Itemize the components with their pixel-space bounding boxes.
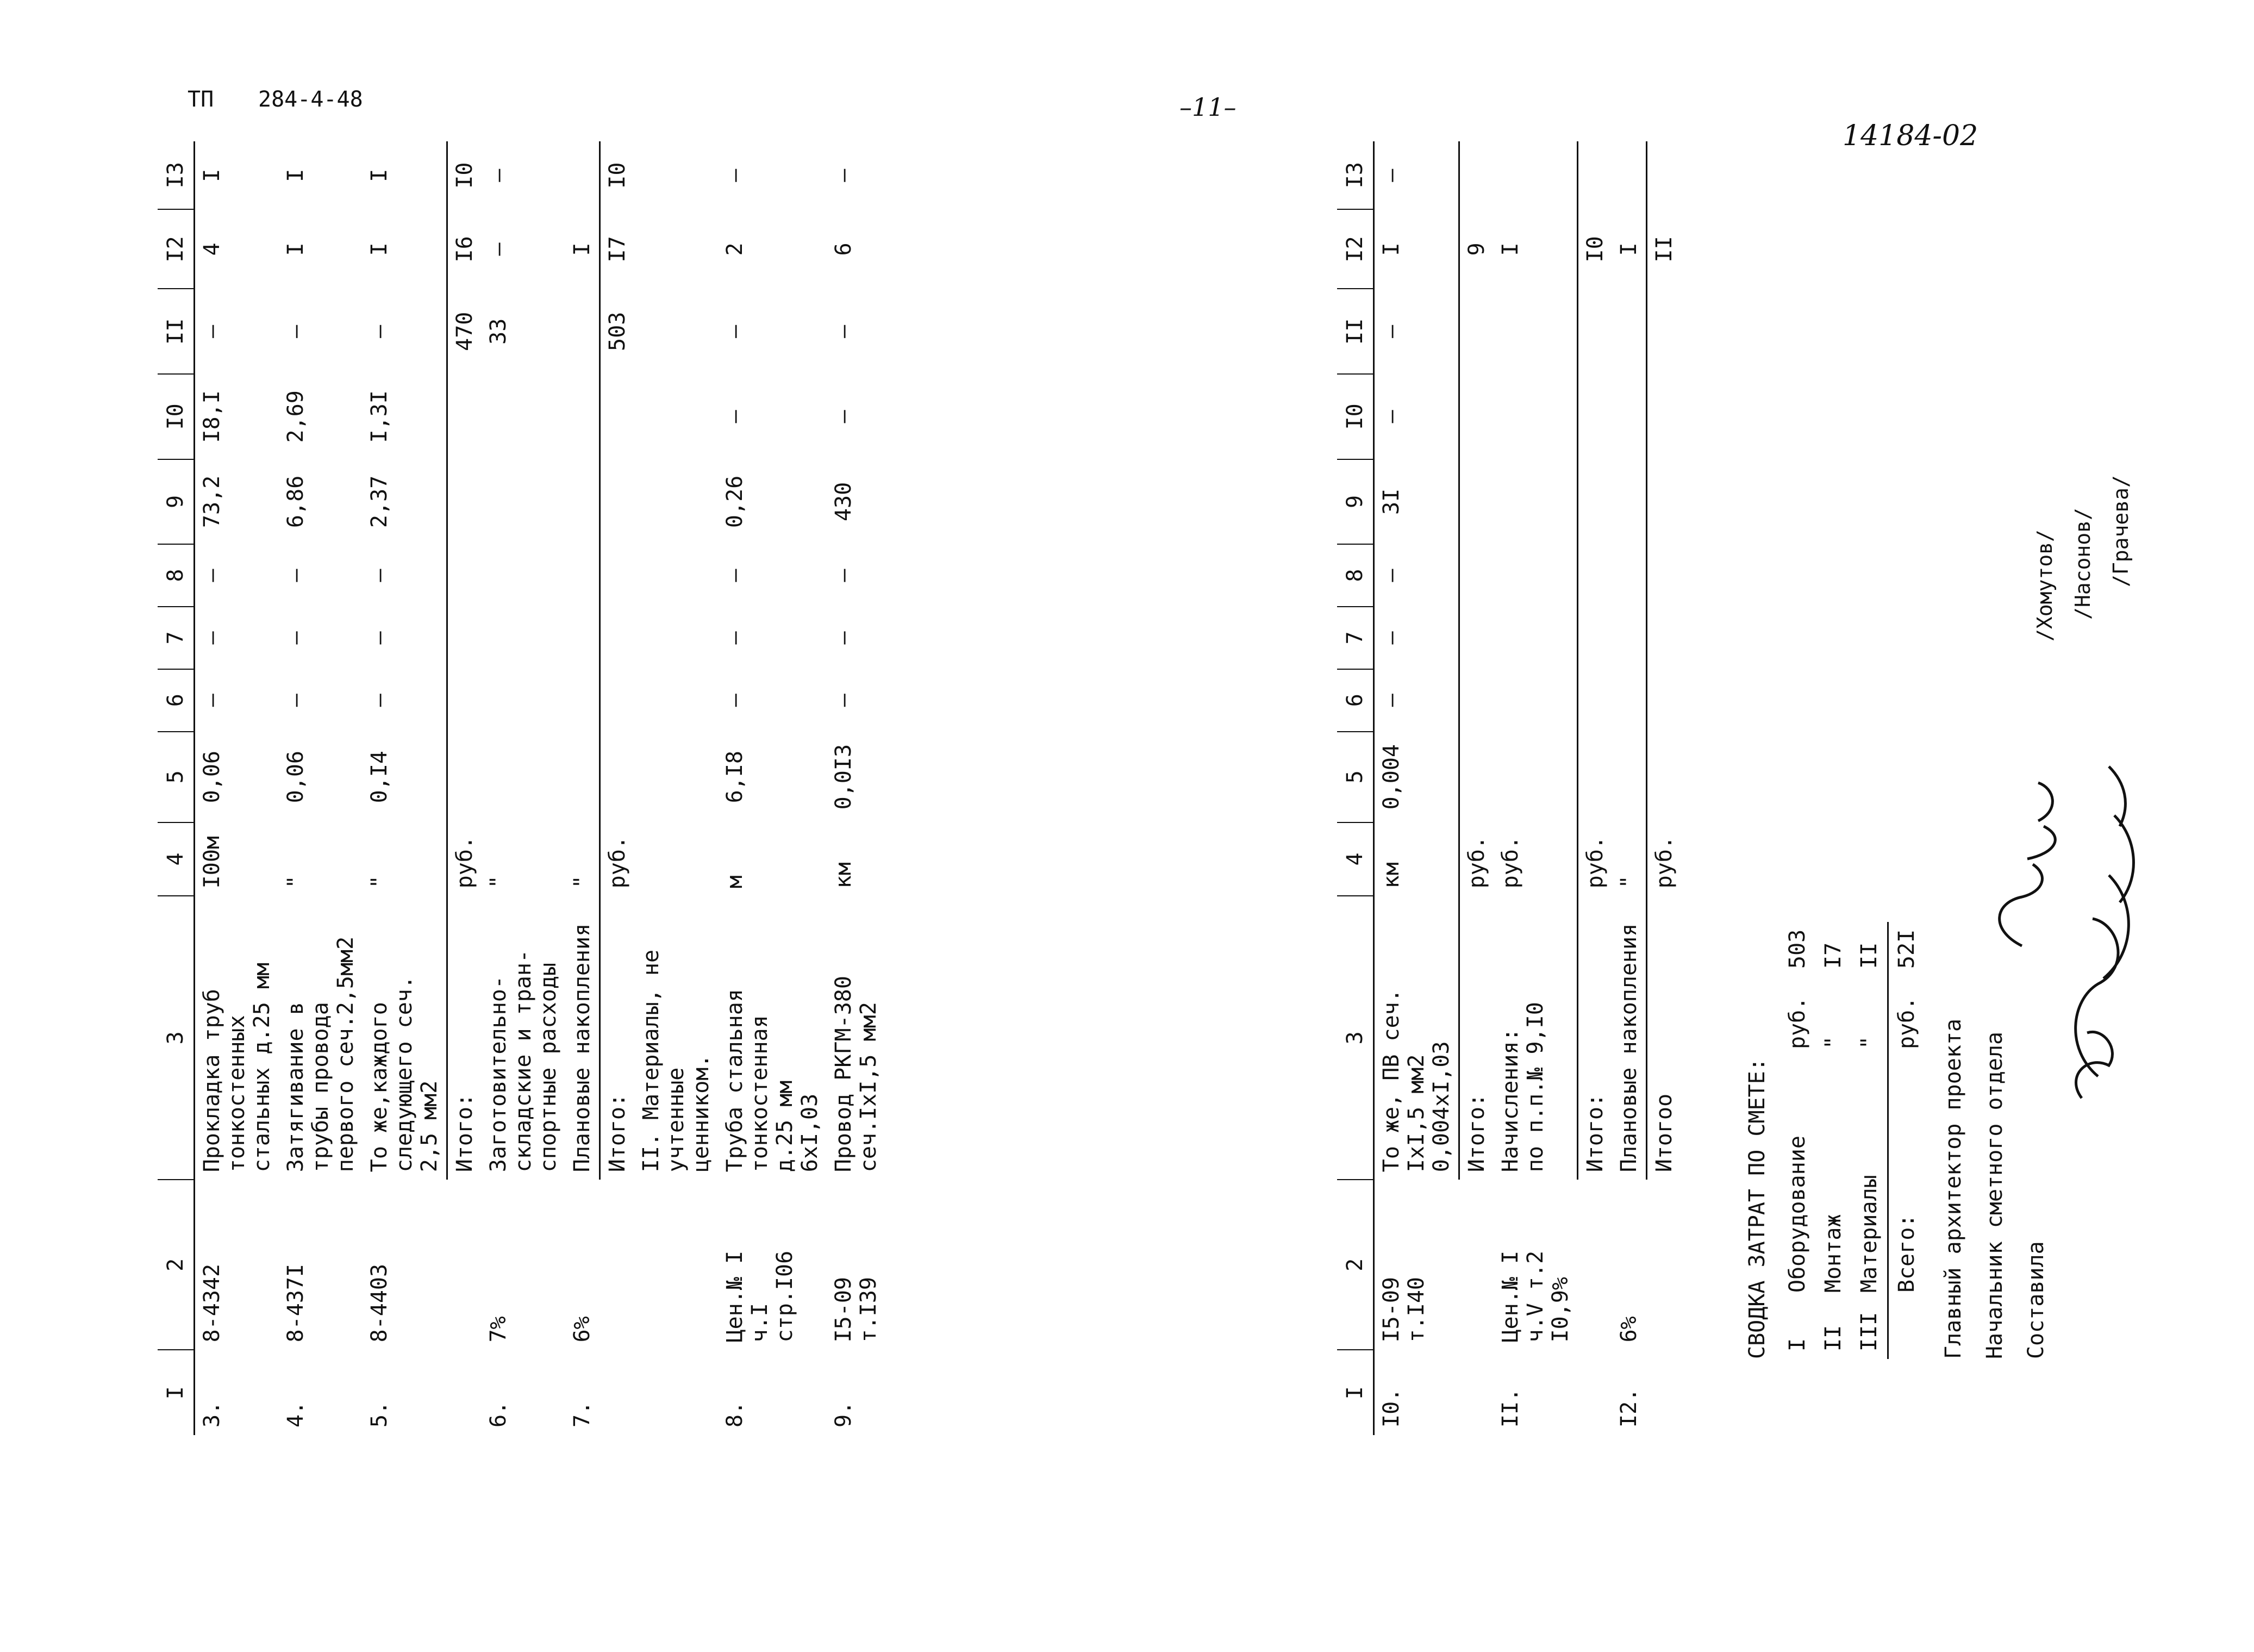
table-cell: 9. [831, 1401, 856, 1427]
table-cell [634, 459, 718, 545]
table-cell [447, 732, 482, 822]
table-cell [447, 607, 482, 669]
table-cell [1577, 669, 1612, 732]
table-cell [1646, 289, 1681, 374]
table-cell [482, 669, 565, 732]
table-cell [482, 732, 565, 822]
table-row [482, 141, 565, 1435]
table-cell [1646, 732, 1681, 822]
table-cell [447, 459, 482, 545]
table-cell [1612, 732, 1647, 822]
table-cell: – [486, 242, 511, 256]
table-cell [1577, 1350, 1612, 1435]
table-cell: – [199, 631, 224, 645]
table-row [195, 141, 279, 1435]
table-cell: 73,2 [199, 475, 224, 528]
table-cell: 0,0I3 [831, 744, 856, 810]
table-cell [1494, 544, 1577, 607]
table-cell: – [1379, 410, 1404, 423]
table-cell [565, 374, 600, 459]
column-header: 8 [1337, 544, 1374, 607]
column-header: 9 [1337, 459, 1374, 545]
table-cell: 4. [283, 1401, 308, 1427]
table-cell [1459, 459, 1494, 545]
signature-name: /Грачева/ [2109, 475, 2133, 587]
table-cell: II. [1498, 1388, 1523, 1427]
column-header: 4 [158, 822, 195, 896]
summary-row [1851, 922, 1888, 1359]
table-cell [1459, 732, 1494, 822]
table-cell: руб. [1646, 822, 1681, 896]
column-header: II [1337, 289, 1374, 374]
table-cell [482, 374, 565, 459]
summary-num: III [1857, 1312, 1882, 1351]
summary-label: Материалы [1857, 1175, 1882, 1293]
table-cell [634, 1180, 718, 1350]
table-cell: – [199, 569, 224, 582]
table-cell [600, 607, 635, 669]
table-cell [565, 607, 600, 669]
table-cell: Итогоо [1646, 896, 1681, 1180]
table-cell [1494, 289, 1577, 374]
table-row [363, 141, 447, 1435]
column-header: I2 [1337, 209, 1374, 289]
table-header-row [158, 141, 195, 1435]
table-cell: 6,86 [283, 475, 308, 528]
table-cell: – [722, 410, 747, 423]
table-cell: 6% [1616, 1316, 1641, 1343]
table-cell: 6 [831, 242, 856, 256]
table-cell [447, 544, 482, 607]
table-cell [634, 544, 718, 607]
signature-name: /Хомутов/ [2033, 529, 2057, 641]
column-header: 9 [158, 459, 195, 545]
table-cell: 503 [600, 289, 635, 374]
table-cell [565, 289, 600, 374]
table-cell: I [1616, 242, 1641, 256]
table-cell: руб. [1459, 822, 1494, 896]
summary-value: II [1857, 942, 1882, 969]
table-cell: Итого: [1577, 896, 1612, 1180]
signature-role: Начальник сметного отдела [1982, 1031, 2007, 1359]
table-cell: – [722, 169, 747, 182]
table-cell [634, 669, 718, 732]
table-row [600, 141, 635, 1435]
table-row [279, 141, 363, 1435]
table-cell: 8. [722, 1401, 747, 1427]
table-cell [565, 732, 600, 822]
table-cell: – [831, 694, 856, 707]
table-row [1459, 141, 1494, 1435]
table-cell: м [722, 875, 747, 889]
table-cell: – [1379, 569, 1404, 582]
table-cell: То же, ПВ сеч. IхI,5 мм2 0,004хI,03 [1379, 989, 1454, 1173]
table-row [1374, 141, 1459, 1435]
table-cell: " [283, 875, 308, 889]
table-cell [1577, 607, 1612, 669]
table-cell: 6. [486, 1401, 511, 1427]
left-estimate-table [158, 141, 885, 1435]
signature-role: Главный архитектор проекта [1941, 1018, 1966, 1359]
table-row [1494, 141, 1577, 1435]
table-cell: I [283, 169, 308, 182]
table-cell [1459, 669, 1494, 732]
table-cell: I00м [199, 836, 224, 889]
table-cell [600, 459, 635, 545]
table-cell [1577, 459, 1612, 545]
table-cell: – [283, 694, 308, 707]
table-cell [600, 374, 635, 459]
table-cell: Цен.№ I ч.I стр.I06 [722, 1250, 797, 1343]
table-cell: II. Материалы, не учтенные ценником. [639, 949, 714, 1173]
table-cell: – [722, 325, 747, 338]
table-cell [1494, 374, 1577, 459]
table-cell: I5-09 т.I40 [1379, 1277, 1429, 1343]
table-cell [1494, 732, 1577, 822]
table-cell [482, 544, 565, 607]
table-cell [634, 1350, 718, 1435]
table-cell: 9 [1459, 209, 1494, 289]
table-cell: руб. [447, 822, 482, 896]
table-cell [1646, 141, 1681, 209]
table-cell [1646, 544, 1681, 607]
table-cell [634, 209, 718, 289]
table-cell [600, 732, 635, 822]
table-cell [482, 459, 565, 545]
table-cell [1459, 374, 1494, 459]
column-header: 7 [1337, 607, 1374, 669]
document-stamp: 14184-02 [1843, 120, 1978, 152]
table-cell: I [199, 169, 224, 182]
summary-total-label: Всего: [1888, 1057, 1925, 1300]
table-cell: Прокладка труб тонкостенных стальных д.25 мм [199, 962, 274, 1173]
table-cell [600, 1350, 635, 1435]
table-cell: – [199, 325, 224, 338]
table-cell: – [722, 631, 747, 645]
summary-value: I7 [1821, 942, 1846, 969]
summary-label: Оборудование [1785, 1136, 1810, 1293]
table-cell [634, 822, 718, 896]
table-row [447, 141, 482, 1435]
summary-total-unit: руб. [1888, 976, 1925, 1057]
column-header: 4 [1337, 822, 1374, 896]
table-cell: 430 [831, 482, 856, 522]
table-cell [1494, 141, 1577, 209]
table-cell [565, 459, 600, 545]
table-cell: " [367, 875, 392, 889]
table-cell: Плановые накопления [1616, 923, 1641, 1173]
document-code: 284-4-48 [258, 87, 363, 112]
column-header: II [158, 289, 195, 374]
column-header: 2 [1337, 1180, 1374, 1350]
table-cell: I6 [447, 209, 482, 289]
table-cell: – [831, 569, 856, 582]
table-cell [1612, 141, 1647, 209]
table-cell [447, 1180, 482, 1350]
table-cell: I2. [1616, 1388, 1641, 1427]
table-cell: – [283, 325, 308, 338]
column-header: 6 [1337, 669, 1374, 732]
table-cell: руб. [1577, 822, 1612, 896]
table-cell [634, 732, 718, 822]
table-cell: – [367, 569, 392, 582]
table-cell [1494, 669, 1577, 732]
column-header: I3 [158, 141, 195, 209]
table-cell: – [831, 410, 856, 423]
table-cell [1459, 141, 1494, 209]
table-cell: 8-4403 [367, 1263, 392, 1343]
table-cell: – [1379, 169, 1404, 182]
page-number: –11– [1179, 92, 1237, 122]
table-cell [634, 141, 718, 209]
table-cell: – [486, 169, 511, 182]
table-cell: Итого: [600, 896, 635, 1180]
table-cell [1646, 1180, 1681, 1350]
summary-unit: руб. [1785, 996, 1810, 1049]
table-cell: – [1379, 694, 1404, 707]
table-cell [1612, 374, 1647, 459]
table-cell: Затягивание в трубы провода первого сеч.2,5мм2 [283, 936, 358, 1173]
signature-role: Составила [2024, 1241, 2049, 1359]
table-cell: I [1498, 242, 1523, 256]
summary-num: II [1821, 1325, 1846, 1351]
table-cell: – [831, 169, 856, 182]
table-cell: " [570, 875, 595, 889]
table-cell [1612, 544, 1647, 607]
table-cell [482, 607, 565, 669]
column-header: 6 [158, 669, 195, 732]
table-cell [1612, 607, 1647, 669]
summary-title: СВОДКА ЗАТРАТ ПО СМЕТЕ: [1745, 1058, 1770, 1359]
table-cell: 7. [570, 1401, 595, 1427]
table-cell: – [831, 325, 856, 338]
handwritten-signatures [1957, 696, 2228, 1109]
summary-row [1815, 922, 1851, 1359]
table-cell [447, 669, 482, 732]
table-cell: 5. [367, 1401, 392, 1427]
column-header: 3 [158, 896, 195, 1180]
table-cell [1646, 459, 1681, 545]
column-header: 8 [158, 544, 195, 607]
column-header: I0 [1337, 374, 1374, 459]
table-cell: " [1616, 875, 1641, 889]
table-cell: 6,I8 [722, 750, 747, 803]
table-cell [1459, 1180, 1494, 1350]
table-row [827, 141, 885, 1435]
column-header: I0 [158, 374, 195, 459]
table-cell: км [1379, 862, 1404, 889]
table-cell: II [1646, 209, 1681, 289]
table-cell [634, 607, 718, 669]
table-cell: Провод РКГМ-380 сеч.IхI,5 мм2 [831, 976, 881, 1173]
table-cell: I0. [1379, 1388, 1404, 1427]
table-cell [600, 669, 635, 732]
table-cell: I8,I [199, 390, 224, 443]
table-cell [1577, 374, 1612, 459]
table-cell [600, 1180, 635, 1350]
table-cell: 2,69 [283, 390, 308, 443]
table-row [565, 141, 600, 1435]
table-row [718, 141, 827, 1435]
series-label: ТП [188, 87, 214, 112]
table-cell: 7% [486, 1316, 511, 1343]
table-cell: 2 [722, 242, 747, 256]
summary-label: Монтаж [1821, 1214, 1846, 1293]
table-cell: 0,06 [199, 750, 224, 803]
summary-value: 503 [1785, 929, 1810, 969]
table-cell: I0 [600, 141, 635, 209]
table-cell [634, 374, 718, 459]
column-header: 3 [1337, 896, 1374, 1180]
table-cell: Заготовительно- складские и тран- спортные расходы [486, 949, 561, 1173]
table-cell: I [570, 242, 595, 256]
table-cell: I0 [447, 141, 482, 209]
table-cell: I7 [600, 209, 635, 289]
table-cell [447, 1350, 482, 1435]
table-row [1612, 141, 1647, 1435]
table-cell: 6% [570, 1316, 595, 1343]
column-header: 7 [158, 607, 195, 669]
table-cell [1459, 1350, 1494, 1435]
table-cell: Плановые накопления [570, 923, 595, 1173]
table-row [1577, 141, 1612, 1435]
table-cell: Начисления: по п.п.№ 9,I0 [1498, 1002, 1548, 1173]
table-cell: – [283, 569, 308, 582]
table-row [634, 141, 718, 1435]
table-cell [565, 544, 600, 607]
table-cell [1646, 669, 1681, 732]
table-cell: 8-437I [283, 1263, 308, 1343]
table-cell: 4 [199, 242, 224, 256]
table-cell: – [1379, 631, 1404, 645]
table-cell: Цен.№ I ч.V т.2 I0,9% [1498, 1250, 1573, 1343]
table-cell: – [367, 631, 392, 645]
table-cell [1494, 607, 1577, 669]
table-cell: руб. [1498, 836, 1523, 889]
table-cell [1646, 607, 1681, 669]
column-header: I [1337, 1350, 1374, 1435]
table-cell: I,3I [367, 390, 392, 443]
table-cell: То же,каждого следующего сеч. 2,5 мм2 [367, 976, 442, 1173]
table-cell: I5-09 т.I39 [831, 1277, 881, 1343]
summary-total-value: 52I [1888, 922, 1925, 976]
table-cell: I [1379, 242, 1404, 256]
table-cell: – [283, 631, 308, 645]
table-cell: – [722, 569, 747, 582]
summary-unit: " [1821, 1036, 1846, 1049]
table-cell: 3I [1379, 488, 1404, 515]
table-cell [1459, 289, 1494, 374]
table-cell [1577, 141, 1612, 209]
table-cell [565, 669, 600, 732]
column-header: I2 [158, 209, 195, 289]
table-cell: I [367, 242, 392, 256]
summary-row [1780, 922, 1815, 1359]
signature-name: /Насонов/ [2071, 508, 2095, 620]
table-cell: Итого: [447, 896, 482, 1180]
table-cell: I [367, 169, 392, 182]
table-cell: 0,I4 [367, 750, 392, 803]
table-cell [634, 289, 718, 374]
table-cell [1646, 374, 1681, 459]
table-cell: 3. [199, 1401, 224, 1427]
table-cell: 2,37 [367, 475, 392, 528]
table-cell: – [831, 631, 856, 645]
table-cell [1612, 669, 1647, 732]
table-cell: – [722, 694, 747, 707]
table-cell: 33 [486, 318, 511, 345]
table-cell [1577, 732, 1612, 822]
table-cell [1577, 1180, 1612, 1350]
column-header: I3 [1337, 141, 1374, 209]
column-header: 2 [158, 1180, 195, 1350]
table-cell: 0,004 [1379, 744, 1404, 810]
summary-total-row [1888, 922, 1925, 1359]
table-cell: – [367, 694, 392, 707]
table-cell [600, 544, 635, 607]
table-cell [1577, 544, 1612, 607]
column-header: 5 [158, 732, 195, 822]
table-cell [1612, 459, 1647, 545]
table-cell [1577, 289, 1612, 374]
right-estimate-table [1337, 141, 1681, 1435]
table-cell: 470 [447, 289, 482, 374]
table-cell: – [1379, 325, 1404, 338]
table-cell: 0,26 [722, 475, 747, 528]
table-cell [1459, 607, 1494, 669]
table-cell [1646, 1350, 1681, 1435]
table-cell [1459, 544, 1494, 607]
table-cell: Итого: [1459, 896, 1494, 1180]
table-cell [565, 141, 600, 209]
table-cell [1612, 289, 1647, 374]
table-cell: – [367, 325, 392, 338]
table-header-row [1337, 141, 1374, 1435]
column-header: I [158, 1350, 195, 1435]
table-cell [447, 374, 482, 459]
table-cell: I [283, 242, 308, 256]
summary-num: I [1785, 1338, 1810, 1351]
table-cell: руб. [600, 822, 635, 896]
table-row [1646, 141, 1681, 1435]
table-cell: " [486, 875, 511, 889]
table-cell: 0,06 [283, 750, 308, 803]
table-cell [1494, 459, 1577, 545]
table-cell: км [831, 862, 856, 889]
summary-unit: " [1857, 1036, 1882, 1049]
table-cell: I0 [1577, 209, 1612, 289]
table-cell: Труба стальная тонкостенная д.25 мм 6хI,03 [722, 989, 822, 1173]
table-cell: – [199, 694, 224, 707]
column-header: 5 [1337, 732, 1374, 822]
table-cell: 8-4342 [199, 1263, 224, 1343]
